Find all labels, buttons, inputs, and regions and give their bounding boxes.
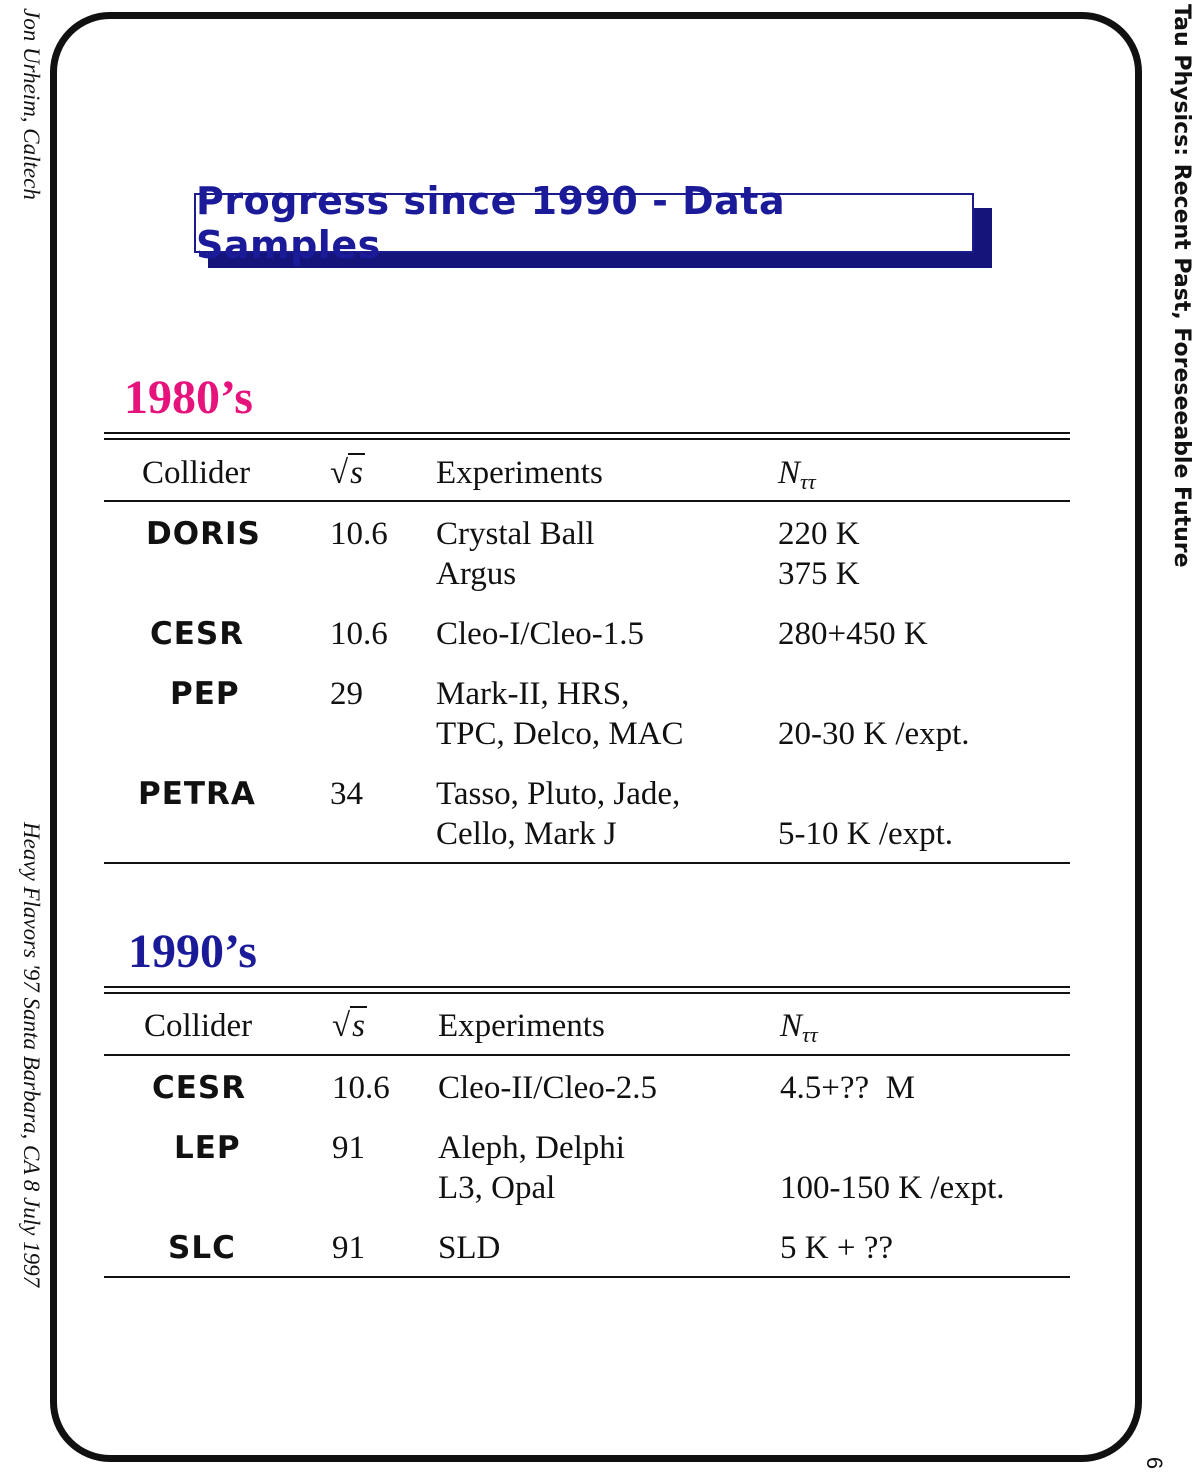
- energy-doris: 10.6: [330, 516, 388, 552]
- experiment-cleo-ii: Cleo-II/Cleo-2.5: [438, 1070, 658, 1106]
- experiment-pep-line2: TPC, Delco, MAC: [436, 716, 684, 752]
- n-crystal-ball: 220 K: [778, 516, 860, 552]
- energy-cesr-1990s: 10.6: [332, 1070, 390, 1106]
- experiment-crystal-ball: Crystal Ball: [436, 516, 595, 552]
- n-lep: 100-150 K /expt.: [780, 1170, 1005, 1206]
- conference-caption: Heavy Flavors '97 Santa Barbara, CA 8 July 1997: [19, 822, 44, 1288]
- header-rule: [104, 1054, 1070, 1056]
- table-bottom-rule: [104, 1276, 1070, 1278]
- header-experiments: Experiments: [438, 1008, 605, 1044]
- collider-pep: PEP: [170, 676, 240, 712]
- energy-pep: 29: [330, 676, 363, 712]
- experiment-argus: Argus: [436, 556, 517, 592]
- experiment-lep-line1: Aleph, Delphi: [438, 1130, 625, 1166]
- header-n-tautau: $N_{\tau\tau}$: [778, 455, 816, 494]
- header-n-tautau: $N_{\tau\tau}$: [780, 1008, 818, 1047]
- n-cleo-i: 280+450 K: [778, 616, 928, 652]
- n-pep: 20-30 K /expt.: [778, 716, 970, 752]
- section-heading-1980s: 1980’s: [124, 371, 253, 424]
- header-rule: [104, 500, 1070, 502]
- collider-slc: SLC: [168, 1230, 236, 1266]
- author-caption: Jon Urheim, Caltech: [19, 8, 44, 200]
- table-top-rule: [104, 432, 1070, 434]
- experiment-lep-line2: L3, Opal: [438, 1170, 556, 1206]
- experiment-pep-line1: Mark-II, HRS,: [436, 676, 630, 712]
- n-petra: 5-10 K /expt.: [778, 816, 954, 852]
- experiment-sld: SLD: [438, 1230, 501, 1266]
- experiment-petra-line1: Tasso, Pluto, Jade,: [436, 776, 681, 812]
- energy-lep: 91: [332, 1130, 365, 1166]
- header-collider: Collider: [142, 455, 251, 491]
- page-number: 6: [1142, 1456, 1168, 1470]
- collider-petra: PETRA: [138, 776, 256, 812]
- collider-lep: LEP: [174, 1130, 241, 1166]
- header-collider: Collider: [144, 1008, 253, 1044]
- section-heading-1990s: 1990’s: [128, 925, 257, 978]
- header-sqrt-s: √s: [332, 1008, 365, 1044]
- n-cleo-ii: 4.5+?? M: [780, 1070, 915, 1106]
- energy-cesr-1980s: 10.6: [330, 616, 388, 652]
- n-argus: 375 K: [778, 556, 860, 592]
- header-experiments: Experiments: [436, 455, 603, 491]
- collider-doris: DORIS: [146, 516, 261, 552]
- talk-title-caption: Tau Physics: Recent Past, Foreseeable Future: [1169, 4, 1194, 568]
- collider-cesr-1980s: CESR: [150, 616, 245, 652]
- energy-slc: 91: [332, 1230, 365, 1266]
- energy-petra: 34: [330, 776, 363, 812]
- table-top-rule-2: [104, 992, 1070, 994]
- slide-title: Progress since 1990 - Data Samples: [194, 193, 974, 253]
- n-slc: 5 K + ??: [780, 1230, 893, 1266]
- table-top-rule: [104, 986, 1070, 988]
- header-sqrt-s: √s: [330, 455, 363, 491]
- table-bottom-rule: [104, 862, 1070, 864]
- experiment-cleo-i: Cleo-I/Cleo-1.5: [436, 616, 645, 652]
- table-top-rule-2: [104, 438, 1070, 440]
- collider-cesr-1990s: CESR: [152, 1070, 247, 1106]
- experiment-petra-line2: Cello, Mark J: [436, 816, 617, 852]
